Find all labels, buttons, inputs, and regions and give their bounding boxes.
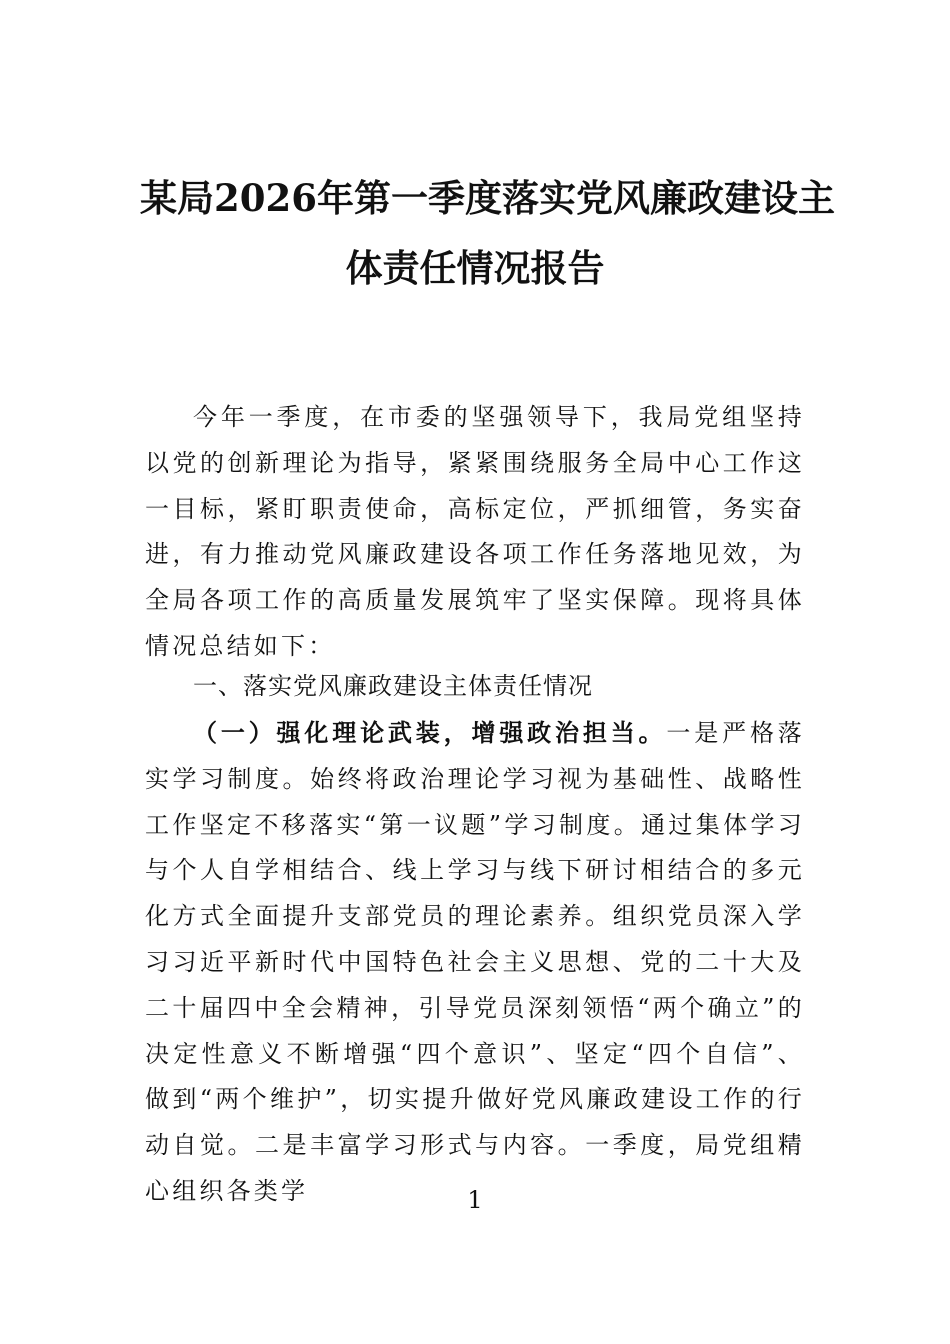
subsection-body: 一是严格落实学习制度。始终将政治理论学习视为基础性、战略性工作坚定不移落实“第一议题”学习制度。通过集体学习与个人自学相结合、线上学习与线下研讨相结合的多元化方式全面提升支部党员的理论素养。组织党员深入学习习近平新时代中国特色社会主义思想、党的二十大及二十届四中全会精神，引导党员深刻领悟“两个确立”的决定性意义不断增强“四个意识”、坚定“四个自信”、做到“两个维护”，切实提升做好党风廉政建设工作的行动自觉。二是丰富学习形式与内容。一季度，局党组精心组织各类学 [145, 719, 805, 1205]
page-number: 1 [467, 1186, 483, 1214]
subsection-heading: （一）强化理论武装，增强政治担当。 [193, 718, 667, 747]
document-title-line1: 某局2026年第一季度落实党风廉政建设主 [140, 176, 835, 220]
intro-paragraph: 今年一季度，在市委的坚强领导下，我局党组坚持以党的创新理论为指导，紧紧围绕服务全局中心工作这一目标，紧盯职责使命，高标定位，严抓细管，务实奋进，有力推动党风廉政建设各项工作任务落地见效，为全局各项工作的高质量发展筑牢了坚实保障。现将具体情况总结如下： [145, 403, 805, 660]
section-1-paragraph [145, 710, 805, 1215]
document-title-line2: 体责任情况报告 [345, 246, 605, 290]
section-heading-1: 一、落实党风廉政建设主体责任情况 [193, 672, 593, 700]
